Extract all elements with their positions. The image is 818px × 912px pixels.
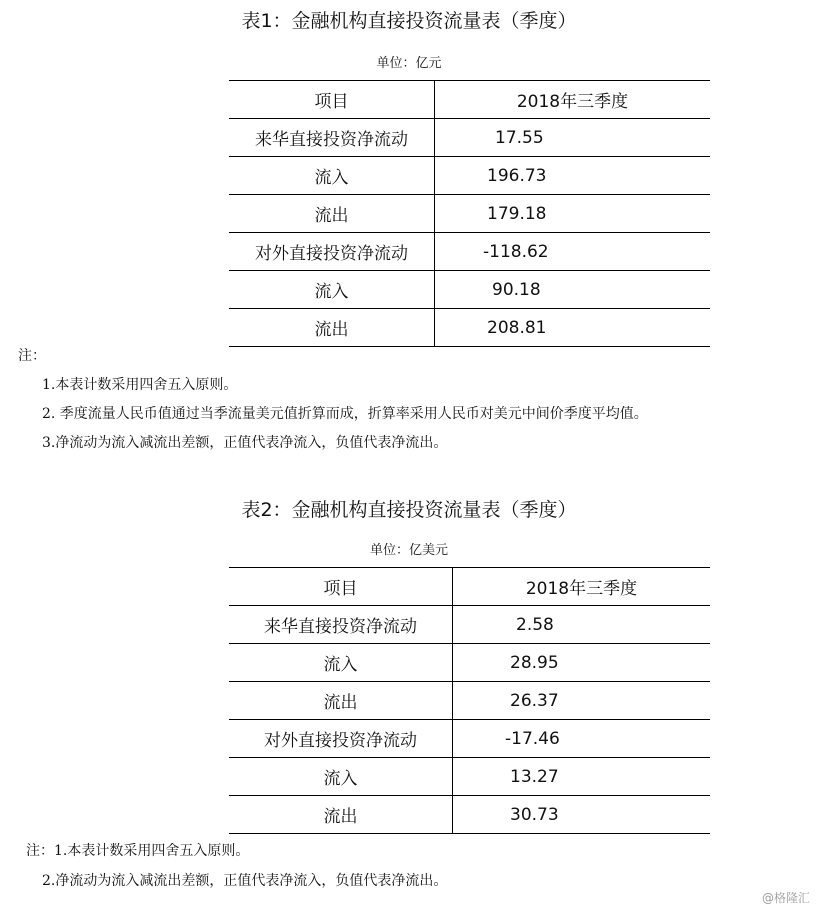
header-item: 项目 — [229, 81, 435, 119]
row-value: 196.73 — [435, 157, 711, 195]
row-label: 流入 — [229, 157, 435, 195]
table2 — [229, 567, 710, 834]
row-label: 流出 — [229, 195, 435, 233]
table2-title: 表2：金融机构直接投资流量表（季度） — [241, 499, 577, 521]
table-row — [229, 606, 710, 644]
table2-unit: 单位：亿美元 — [369, 543, 448, 558]
notes2-item: 2.净流动为流入减流出差额，正值代表净流入，负值代表净流出。 — [42, 873, 448, 889]
table-row — [229, 157, 710, 195]
table-row — [229, 796, 710, 834]
watermark: @格隆汇 — [761, 891, 810, 905]
notes1-item: 3.净流动为流入减流出差额，正值代表净流入，负值代表净流出。 — [42, 435, 448, 451]
row-value: 28.95 — [453, 644, 711, 682]
row-value: 17.55 — [435, 119, 711, 157]
row-label: 对外直接投资净流动 — [229, 233, 435, 271]
table-row — [229, 271, 710, 309]
row-label: 流出 — [229, 796, 453, 834]
row-label: 来华直接投资净流动 — [229, 606, 453, 644]
row-label: 对外直接投资净流动 — [229, 720, 453, 758]
table-header-row — [229, 568, 710, 606]
table1-title: 表1：金融机构直接投资流量表（季度） — [241, 10, 577, 32]
notes2-item: 注：1.本表计数采用四舍五入原则。 — [26, 843, 250, 859]
notes1-heading: 注： — [18, 348, 46, 364]
row-label: 流入 — [229, 758, 453, 796]
table-row — [229, 682, 710, 720]
table-row — [229, 309, 710, 347]
header-item: 项目 — [229, 568, 453, 606]
row-label: 流出 — [229, 309, 435, 347]
row-label: 来华直接投资净流动 — [229, 119, 435, 157]
row-value: 30.73 — [453, 796, 711, 834]
row-value: 13.27 — [453, 758, 711, 796]
table-row — [229, 195, 710, 233]
row-label: 流入 — [229, 644, 453, 682]
row-label: 流入 — [229, 271, 435, 309]
row-value: -17.46 — [453, 720, 711, 758]
table1-unit: 单位：亿元 — [376, 56, 442, 71]
table-row — [229, 758, 710, 796]
row-value: 26.37 — [453, 682, 711, 720]
table-row — [229, 720, 710, 758]
row-value: -118.62 — [435, 233, 711, 271]
row-value: 2.58 — [453, 606, 711, 644]
row-value: 90.18 — [435, 271, 711, 309]
row-value: 208.81 — [435, 309, 711, 347]
row-value: 179.18 — [435, 195, 711, 233]
header-period: 2018年三季度 — [435, 81, 711, 119]
notes1-item: 1.本表计数采用四舍五入原则。 — [42, 377, 238, 393]
header-period: 2018年三季度 — [453, 568, 711, 606]
table1 — [229, 80, 710, 347]
row-label: 流出 — [229, 682, 453, 720]
table-row — [229, 644, 710, 682]
notes1-item: 2. 季度流量人民币值通过当季流量美元值折算而成，折算率采用人民币对美元中间价季度平均值。 — [42, 406, 648, 422]
table-row — [229, 233, 710, 271]
table-header-row — [229, 81, 710, 119]
table-row — [229, 119, 710, 157]
